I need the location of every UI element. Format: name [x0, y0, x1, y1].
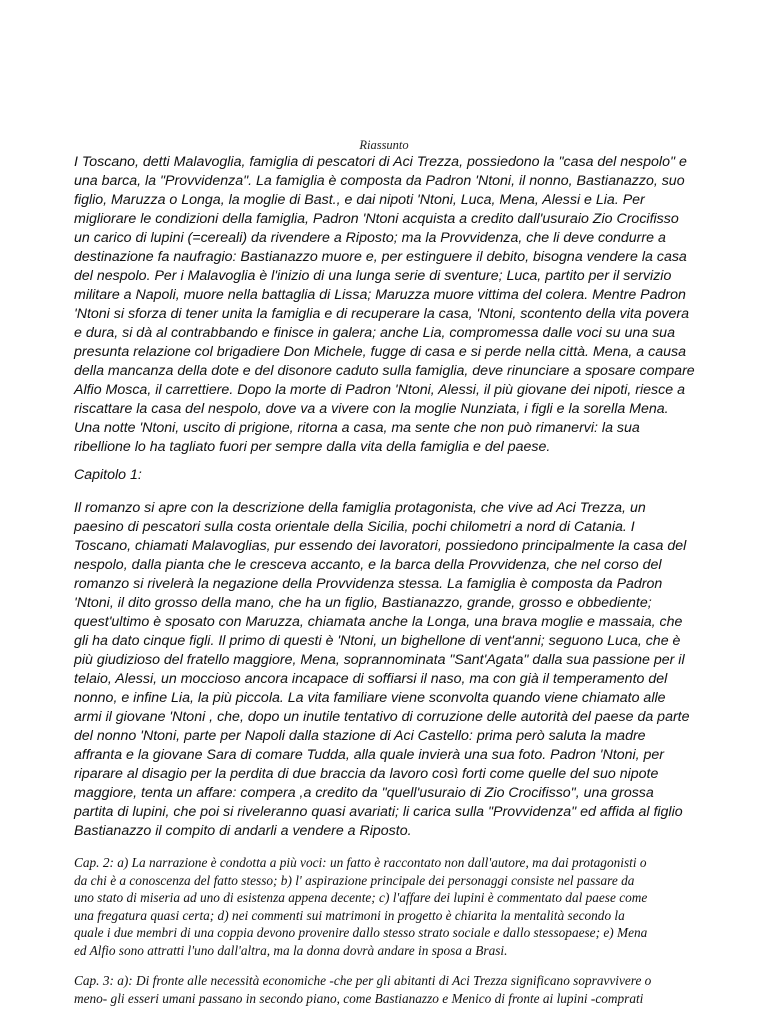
chapter1-heading-text: Capitolo 1: — [74, 467, 142, 483]
chapter1-paragraph — [74, 499, 706, 841]
summary-line: destinazione fa naufragio: Bastianazzo muore e, per estinguere il debito, bisogna vendere la casa — [74, 249, 687, 265]
cap2-line: quale i due membri di una coppia devono provenire dallo stesso strato sociale e dallo stessopaese; e) Mena — [74, 925, 648, 941]
chapter1-line: Toscano, chiamati Malavoglias, pur essendo dei lavoratori, possiedono principalmente la casa del — [74, 538, 687, 554]
summary-paragraph — [74, 153, 706, 457]
chapter1-line: maggiore, tenta un affare: compera ,a credito da "quell'usuraio di Zio Crocifisso", una grossa — [74, 785, 654, 801]
cap2-paragraph — [74, 854, 710, 960]
chapter1-line: telaio, Alessi, un moccioso ancora incapace di soffiarsi il naso, ma con già il temperamento del — [74, 671, 668, 687]
chapter1-line: partita di lupini, che poi si riveleranno quasi avariati; li carica sulla "Provvidenza" ed affida al figlio — [74, 804, 683, 820]
chapter1-line: gli ha dato cinque figli. Il primo di questi è 'Ntoni, un bighellone di vent'anni; seguono Luca, che è — [74, 633, 681, 649]
summary-line: una barca, la "Provvidenza". La famiglia è composta da Padron 'Ntoni, il nonno, Bastianazzo, suo — [74, 173, 685, 189]
chapter1-line: nonno, e infine Lia, la più piccola. La vita familiare viene sconvolta quando viene chiamato alle — [74, 690, 666, 706]
summary-line: del nespolo. Per i Malavoglia è l'inizio di una lunga serie di sventure; Luca, partito per il servizio — [74, 268, 672, 284]
summary-line: I Toscano, detti Malavoglia, famiglia di pescatori di Aci Trezza, possiedono la "casa del nespolo" e — [74, 154, 687, 170]
summary-line: presunta relazione col brigadiere Don Michele, fugge di casa e si perde nella città. Mena, a causa — [74, 344, 686, 360]
cap2-line: da chi è a conoscenza del fatto stesso; b) l' aspirazione principale dei personaggi consiste nel passare da — [74, 872, 635, 888]
chapter1-line: quest'ultimo è sposato con Maruzza, chiamata anche la Longa, una brava moglie e massaia, che — [74, 614, 683, 630]
page-title: Riassunto — [359, 138, 409, 152]
chapter1-line: del nonno 'Ntoni, parte per Napoli dalla stazione di Aci Castello: prima però saluta la madre — [74, 728, 646, 744]
summary-line: militare a Napoli, muore nella battaglia di Lissa; Maruzza muore vittima del colera. Mentre Padron — [74, 287, 686, 303]
chapter1-line: armi il giovane 'Ntoni , che, dopo un inutile tentativo di corruzione delle autorità del paese da parte — [74, 709, 690, 725]
summary-line: Una notte 'Ntoni, uscito di prigione, ritorna a casa, ma sente che non può rimanervi: la sua — [74, 420, 640, 436]
cap2-line: ed Alfio sono attratti l'uno dall'altra, ma la donna dovrà andare in sposa a Brasi. — [74, 942, 508, 958]
cap3-line: meno- gli esseri umani passano in secondo piano, come Bastianazzo e Menico di fronte ai lupini -comprati — [74, 990, 644, 1006]
cap2-line: uno stato di miseria ad uno di esistenza appena decente; c) l'affare dei lupini è commentato dal paese come — [74, 890, 648, 906]
summary-line: 'Ntoni si sforza di tener unita la famiglia e di recuperare la casa, 'Ntoni, scontento della vita povera — [74, 306, 690, 322]
cap2-line: una fregatura quasi certa; d) nei commenti sui matrimoni in progetto è chiarita la mentalità secondo la — [74, 907, 625, 923]
summary-line: ribellione lo ha tagliato fuori per sempre dalla vita della famiglia e del paese. — [74, 439, 551, 455]
chapter1-line: affranta e la giovane Sara di comare Tudda, alla quale invierà una sua foto. Padron 'Ntoni, per — [74, 747, 665, 763]
chapter1-line: 'Ntoni, il dito grosso della mano, che ha un figlio, Bastianazzo, grande, grosso e obbediente; — [74, 595, 652, 611]
chapter1-line: paesino di pescatori sulla costa orientale della Sicilia, pochi chilometri a nord di Catania. I — [74, 519, 635, 535]
chapter1-line: Il romanzo si apre con la descrizione della famiglia protagonista, che vive ad Aci Trezza, un — [74, 500, 646, 516]
summary-line: un carico di lupini (=cereali) da rivendere a Riposto; ma la Provvidenza, che li deve condurre a — [74, 230, 666, 246]
chapter1-line: romanzo si rivelerà la negazione della Provvidenza stessa. La famiglia è composta da Padron — [74, 576, 663, 592]
chapter1-line: più giudizioso del fratello maggiore, Mena, soprannominata "Sant'Agata" dalla sua passione per il — [74, 652, 685, 668]
chapter1-line: nespolo, dalla pianta che le cresceva accanto, e la barca della Provvidenza, che nel corso del — [74, 557, 662, 573]
summary-line: riscattare la casa del nespolo, dove va a vivere con la moglie Nunziata, i figli e la sorella Mena. — [74, 401, 669, 417]
cap2-line: Cap. 2: a) La narrazione è condotta a più voci: un fatto è raccontato non dall'autore, ma dai protagonisti o — [74, 855, 647, 870]
cap3-line: Cap. 3: a): Di fronte alle necessità economiche -che per gli abitanti di Aci Trezza significano sopravvivere o — [74, 973, 652, 988]
summary-line: migliorare le condizioni della famiglia, Padron 'Ntoni acquista a credito dall'usuraio Zio Crocifisso — [74, 211, 679, 227]
cap3-paragraph — [74, 972, 710, 1007]
chapter1-line: riparare al disagio per la perdita di due braccia da lavoro così forti come quelle del suo nipote — [74, 766, 659, 782]
summary-line: e dura, si dà al contrabbando e finisce in galera; anche Lia, compromessa dalle voci su una sua — [74, 325, 675, 341]
summary-line: figlio, Maruzza o Longa, la moglie di Bast., e dai nipoti 'Ntoni, Luca, Mena, Alessi e Lia. Per — [74, 192, 645, 208]
summary-line: Alfio Mosca, il carrettiere. Dopo la morte di Padron 'Ntoni, Alessi, il più giovane dei nipoti, riesce a — [74, 382, 685, 398]
chapter1-line: Bastianazzo il compito di andarli a vendere a Riposto. — [74, 823, 412, 839]
summary-line: della mancanza della dote e del disonore caduto sulla famiglia, deve rinunciare a sposare compare — [74, 363, 695, 379]
chapter1-heading — [74, 466, 706, 485]
